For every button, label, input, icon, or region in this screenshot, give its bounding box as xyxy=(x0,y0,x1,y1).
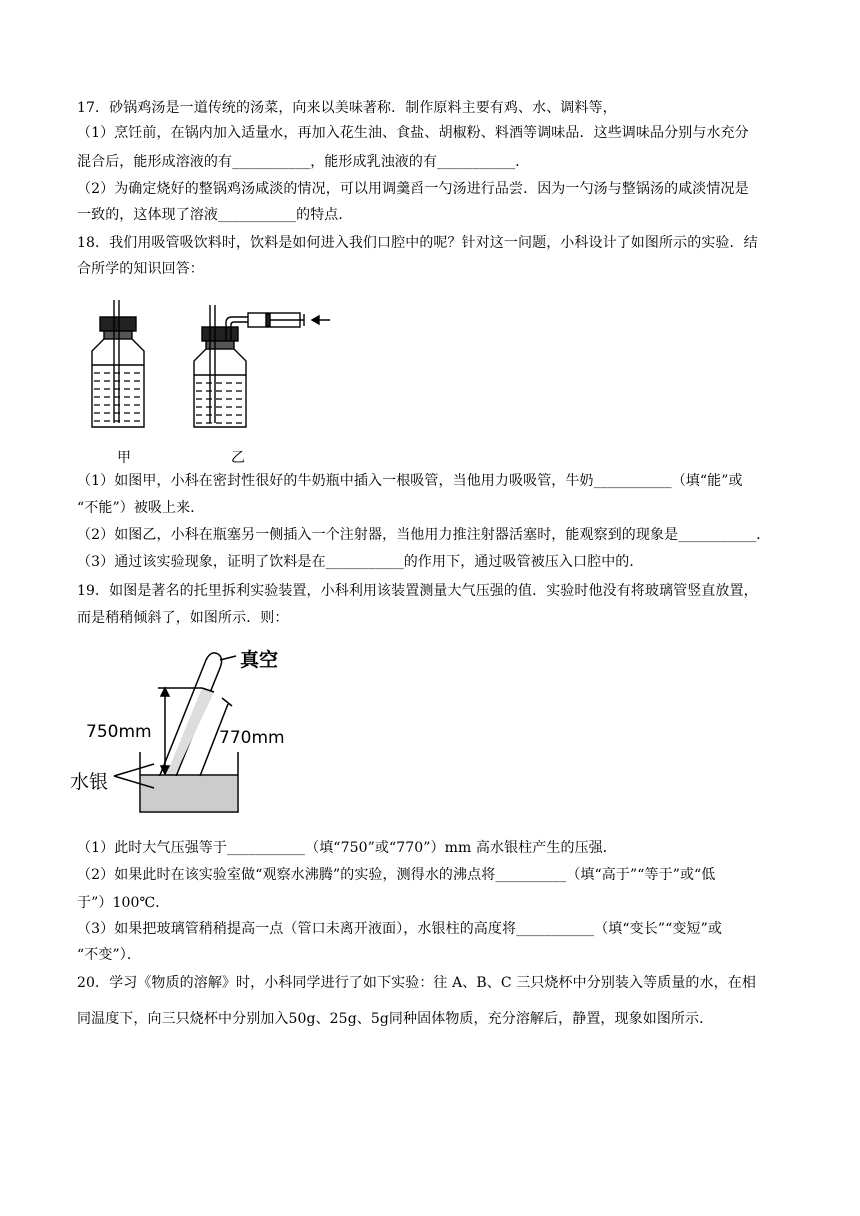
q17-part1-line1: （1）烹饪前，在锅内加入适量水，再加入花生油、食盐、胡椒粉、料酒等调味品．这些调味品分别与水充分 xyxy=(77,125,749,141)
mercury-label: 水银 xyxy=(70,771,109,793)
q19-part2-line2: 于”）100℃． xyxy=(77,895,170,911)
q18-part1-line2: “不能”）被吸上来． xyxy=(77,500,205,516)
q17-part2-line2: 一致的，这体现了溶液___________的特点． xyxy=(77,207,353,223)
q19-part1: （1）此时大气压强等于___________（填“750”或“770”）mm 高水银柱产生的压强． xyxy=(77,840,617,856)
label-770mm: 770mm xyxy=(219,728,285,748)
q19-part2-line1: （2）如果此时在该实验室做“观察水沸腾”的实验，测得水的沸点将__________（填“高于”“等于”或“低 xyxy=(77,867,716,883)
bottle-experiment-figure xyxy=(80,295,340,435)
q18-part2: （2）如图乙，小科在瓶塞另一侧插入一个注射器，当他用力推注射器活塞时，能观察到的现象是___________． xyxy=(77,527,771,543)
q18-part1-line1: （1）如图甲，小科在密封性很好的牛奶瓶中插入一根吸管，当他用力吸吸管，牛奶___________（填“能”或 xyxy=(77,473,743,489)
q18-part3: （3）通过该实验现象，证明了饮料是在___________的作用下，通过吸管被压入口腔中的． xyxy=(77,554,644,570)
q18-stem-line2: 合所学的知识回答： xyxy=(77,261,204,277)
q19-stem-line1: 19．如图是著名的托里拆利实验装置，小科利用该装置测量大气压强的值．实验时他没有将玻璃管竖直放置， xyxy=(77,583,758,599)
bottle-b xyxy=(194,305,330,427)
bottle-a xyxy=(92,300,144,427)
q17-part2-line1: （2）为确定烧好的整锅鸡汤咸淡的情况，可以用调羹舀一勺汤进行品尝．因为一勺汤与整锅汤的咸淡情况是 xyxy=(77,181,749,197)
figure-label-b: 乙 xyxy=(231,450,245,466)
q19-part3-line2: “不变”）． xyxy=(77,947,141,963)
q19-stem-line2: 而是稍稍倾斜了，如图所示．则： xyxy=(77,610,289,626)
q20-stem-line2: 同温度下，向三只烧杯中分别加入50g、25g、5g同种固体物质，充分溶解后，静置，现象如图所示． xyxy=(77,1011,714,1027)
q17-stem: 17．砂锅鸡汤是一道传统的汤菜，向来以美味著称．制作原料主要有鸡、水、调料等， xyxy=(77,100,617,116)
q17-part1-line2: 混合后，能形成溶液的有___________，能形成乳浊液的有___________． xyxy=(77,154,530,170)
q18-stem-line1: 18．我们用吸管吸饮料时，饮料是如何进入我们口腔中的呢？针对这一问题，小科设计了如图所示的实验．结 xyxy=(77,235,758,251)
vacuum-label: 真空 xyxy=(240,649,279,671)
label-750mm: 750mm xyxy=(86,722,152,742)
q20-stem-line1: 20．学习《物质的溶解》时，小科同学进行了如下实验：往 A、B、C 三只烧杯中分别装入等质量的水，在相 xyxy=(77,975,756,991)
figure-label-a: 甲 xyxy=(117,450,131,466)
q19-part3-line1: （3）如果把玻璃管稍稍提高一点（管口未离开液面），水银柱的高度将___________（填“变长”“变短”或 xyxy=(77,921,722,937)
